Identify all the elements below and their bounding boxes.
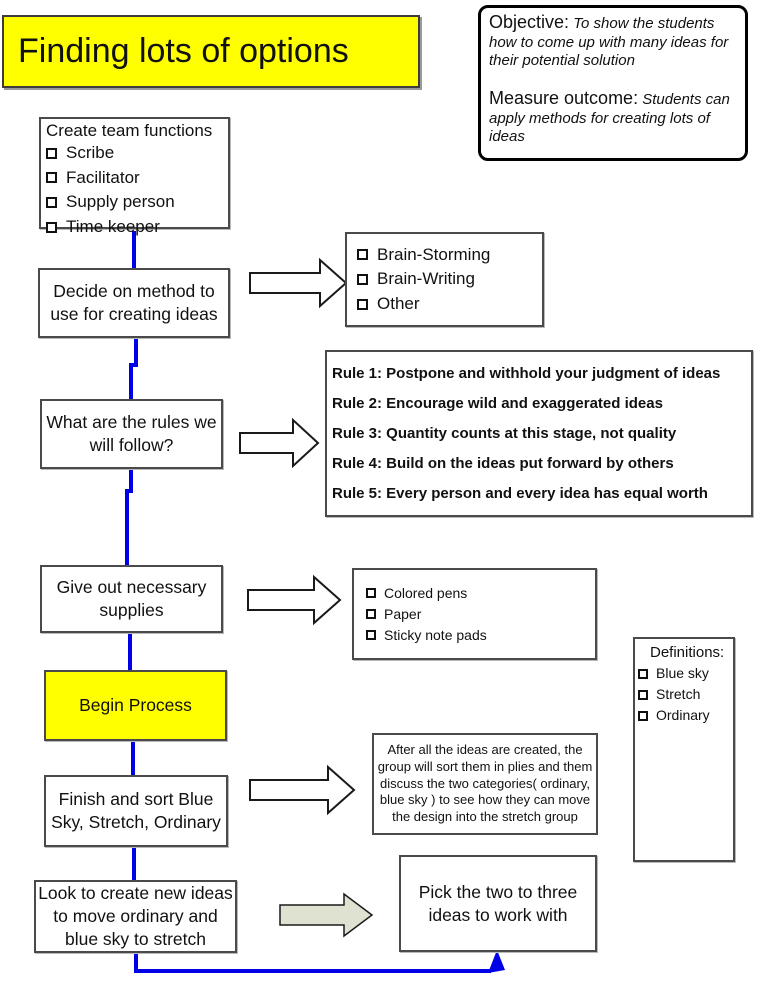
checkbox-icon[interactable]: [46, 172, 57, 183]
page-title: [2, 15, 420, 88]
checkbox-icon[interactable]: [638, 711, 648, 721]
checklist-item: [366, 625, 595, 646]
checkbox-icon[interactable]: [638, 690, 648, 700]
rule-line: Rule 5: Every person and every idea has equal worth: [332, 485, 708, 503]
checklist-item: [46, 190, 223, 215]
pick-ideas-box: [399, 855, 597, 952]
checkbox-icon[interactable]: [357, 249, 368, 260]
checkbox-icon[interactable]: [46, 197, 57, 208]
checklist-item-label: Scribe: [66, 143, 115, 162]
checklist-item-label: Sticky note pads: [384, 626, 487, 643]
checklist-item: [638, 684, 730, 705]
pick-ideas-label: Pick the two to three ideas to work with: [418, 881, 578, 925]
decide-method-label: Decide on method to use for creating ideas: [50, 281, 218, 324]
checklist-item: [46, 166, 223, 191]
checklist-item: [638, 705, 730, 726]
checklist-item: [46, 215, 223, 240]
definitions-box: [633, 637, 735, 862]
checklist-item: [366, 583, 595, 604]
checklist-item-label: Colored pens: [384, 584, 468, 601]
arrow-to-rules-icon: [240, 420, 318, 466]
objective-box: [478, 5, 748, 161]
arrow-to-pick-icon: [280, 894, 372, 936]
checkbox-icon[interactable]: [357, 274, 368, 285]
begin-process-label: Begin Process: [79, 695, 192, 716]
arrow-to-methods-icon: [250, 260, 346, 306]
arrow-to-supplies-icon: [248, 577, 340, 623]
checklist-item-label: Ordinary: [656, 707, 710, 723]
checkbox-icon[interactable]: [46, 222, 57, 233]
checklist-item: [357, 267, 542, 292]
checklist-item: [366, 604, 595, 625]
rules-question-label: What are the rules we will follow?: [46, 412, 217, 455]
rules-question-step: [40, 399, 223, 469]
checklist-item-label: Paper: [384, 605, 422, 622]
checkbox-icon[interactable]: [357, 299, 368, 310]
rule-line: Rule 2: Encourage wild and exaggerated ideas: [332, 394, 663, 412]
look-create-label: Look to create new ideas to move ordinary and blue sky to stretch: [38, 883, 233, 949]
methods-box: [345, 232, 544, 327]
sorting-note-text: After all the ideas are created, the group will sort them in plies and them discuss the two categories( ordinary, blue sky ) to see how they can move the design into the stretch group: [377, 742, 593, 824]
arrow-to-note-icon: [250, 767, 354, 813]
finish-sort-step: [44, 775, 228, 847]
checklist-item: [46, 141, 223, 166]
checklist-item-label: Brain-Storming: [377, 244, 491, 264]
checkbox-icon[interactable]: [366, 630, 376, 640]
checklist-item: [357, 292, 542, 317]
checkbox-icon[interactable]: [366, 609, 376, 619]
objective-paragraph: [489, 12, 737, 71]
rule-line: Rule 4: Build on the ideas put forward by others: [332, 455, 674, 473]
checklist-item-label: Stretch: [656, 686, 701, 702]
objective-text: To show the students how to come up with many ideas for their potential solution: [489, 15, 729, 70]
finish-sort-label: Finish and sort Blue Sky, Stretch, Ordinary: [51, 789, 221, 832]
blue-arrowhead-icon: [488, 950, 505, 973]
give-supplies-step: [40, 565, 223, 633]
checklist-item-label: Time keeper: [66, 216, 160, 236]
measure-paragraph: [489, 88, 737, 147]
definitions-title: Definitions:: [650, 644, 725, 661]
rules-box: [325, 350, 753, 517]
measure-label: Measure outcome:: [489, 87, 639, 108]
measure-text: Students can apply methods for creating lots of ideas: [489, 90, 730, 145]
rule-line: Rule 3: Quantity counts at this stage, not quality: [332, 424, 677, 442]
checkbox-icon[interactable]: [366, 588, 376, 598]
sorting-note-box: [372, 733, 598, 835]
rule-line: Rule 1: Postpone and withhold your judgment of ideas: [332, 364, 721, 382]
checkbox-icon[interactable]: [46, 148, 57, 159]
team-functions-box: [39, 117, 230, 236]
checklist-item-label: Supply person: [66, 192, 175, 212]
checklist-item-label: Brain-Writing: [377, 269, 475, 289]
give-supplies-label: Give out necessary supplies: [56, 577, 207, 620]
objective-label: Objective:: [489, 12, 570, 32]
decide-method-step: [38, 268, 230, 338]
team-functions-title: Create team functions: [46, 121, 213, 140]
page-title-text: Finding lots of options: [18, 32, 349, 70]
checklist-item-label: Facilitator: [66, 167, 140, 187]
checklist-item-label: Other: [377, 293, 420, 313]
checkbox-icon[interactable]: [638, 669, 648, 679]
checklist-item: [638, 663, 730, 684]
checklist-item-label: Blue sky: [656, 665, 709, 681]
checklist-item: [357, 243, 542, 268]
supplies-box: [352, 568, 597, 660]
begin-process-step: [44, 670, 227, 741]
look-create-step: [34, 880, 237, 953]
